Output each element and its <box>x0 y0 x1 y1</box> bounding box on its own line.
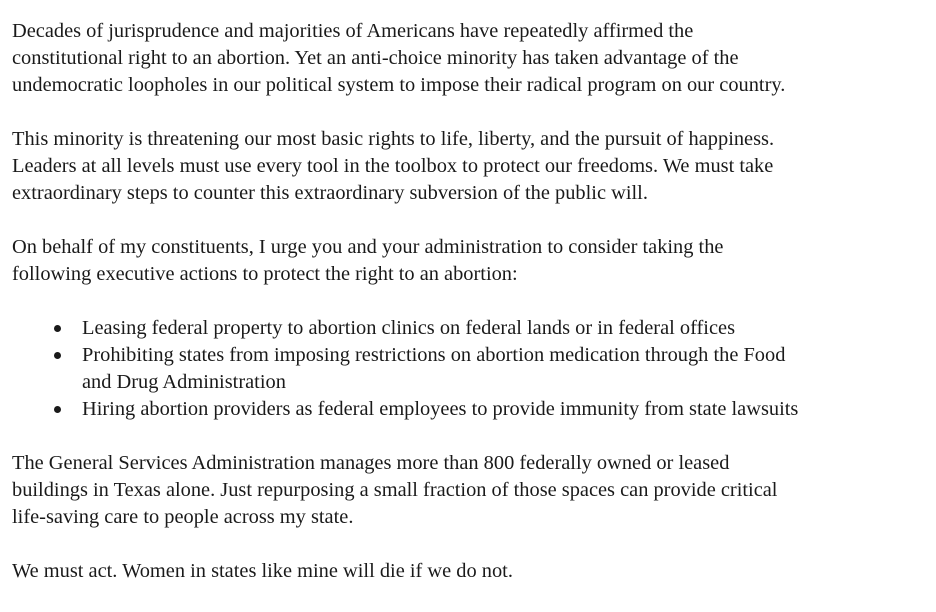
text-line: Leasing federal property to abortion clinics on federal lands or in federal offices <box>82 317 735 339</box>
letter-body <box>12 18 928 612</box>
list-item <box>12 396 928 423</box>
text-line: Leaders at all levels must use every tool in the toolbox to protect our freedoms. We must take <box>12 155 774 177</box>
text-line: extraordinary steps to counter this extraordinary subversion of the public will. <box>12 182 648 204</box>
text-line: Prohibiting states from imposing restrictions on abortion medication through the Food <box>82 344 786 366</box>
paragraph-gsa <box>12 450 928 531</box>
text-line: This minority is threatening our most basic rights to life, liberty, and the pursuit of happiness. <box>12 128 775 150</box>
paragraph-minority <box>12 126 928 207</box>
paragraph-request <box>12 234 928 288</box>
text-line: Hiring abortion providers as federal employees to provide immunity from state lawsuits <box>82 398 799 420</box>
text-line: buildings in Texas alone. Just repurposing a small fraction of those spaces can provide critical <box>12 479 778 501</box>
text-line: undemocratic loopholes in our political system to impose their radical program on our country. <box>12 74 786 96</box>
list-item <box>12 315 928 342</box>
bullet-icon <box>54 406 61 413</box>
text-line: The General Services Administration manages more than 800 federally owned or leased <box>12 452 730 474</box>
list-item <box>12 342 928 396</box>
executive-actions-list <box>12 315 928 423</box>
text-line: following executive actions to protect the right to an abortion: <box>12 263 518 285</box>
text-line: and Drug Administration <box>82 371 286 393</box>
paragraph-decades <box>12 18 928 99</box>
bullet-icon <box>54 352 61 359</box>
text-line: Decades of jurisprudence and majorities of Americans have repeatedly affirmed the <box>12 20 694 42</box>
text-line: We must act. Women in states like mine will die if we do not. <box>12 560 513 582</box>
text-line: constitutional right to an abortion. Yet an anti-choice minority has taken advantage of the <box>12 47 739 69</box>
paragraph-closing <box>12 558 928 585</box>
text-line: On behalf of my constituents, I urge you and your administration to consider taking the <box>12 236 724 258</box>
text-line: life-saving care to people across my state. <box>12 506 354 528</box>
bullet-icon <box>54 325 61 332</box>
